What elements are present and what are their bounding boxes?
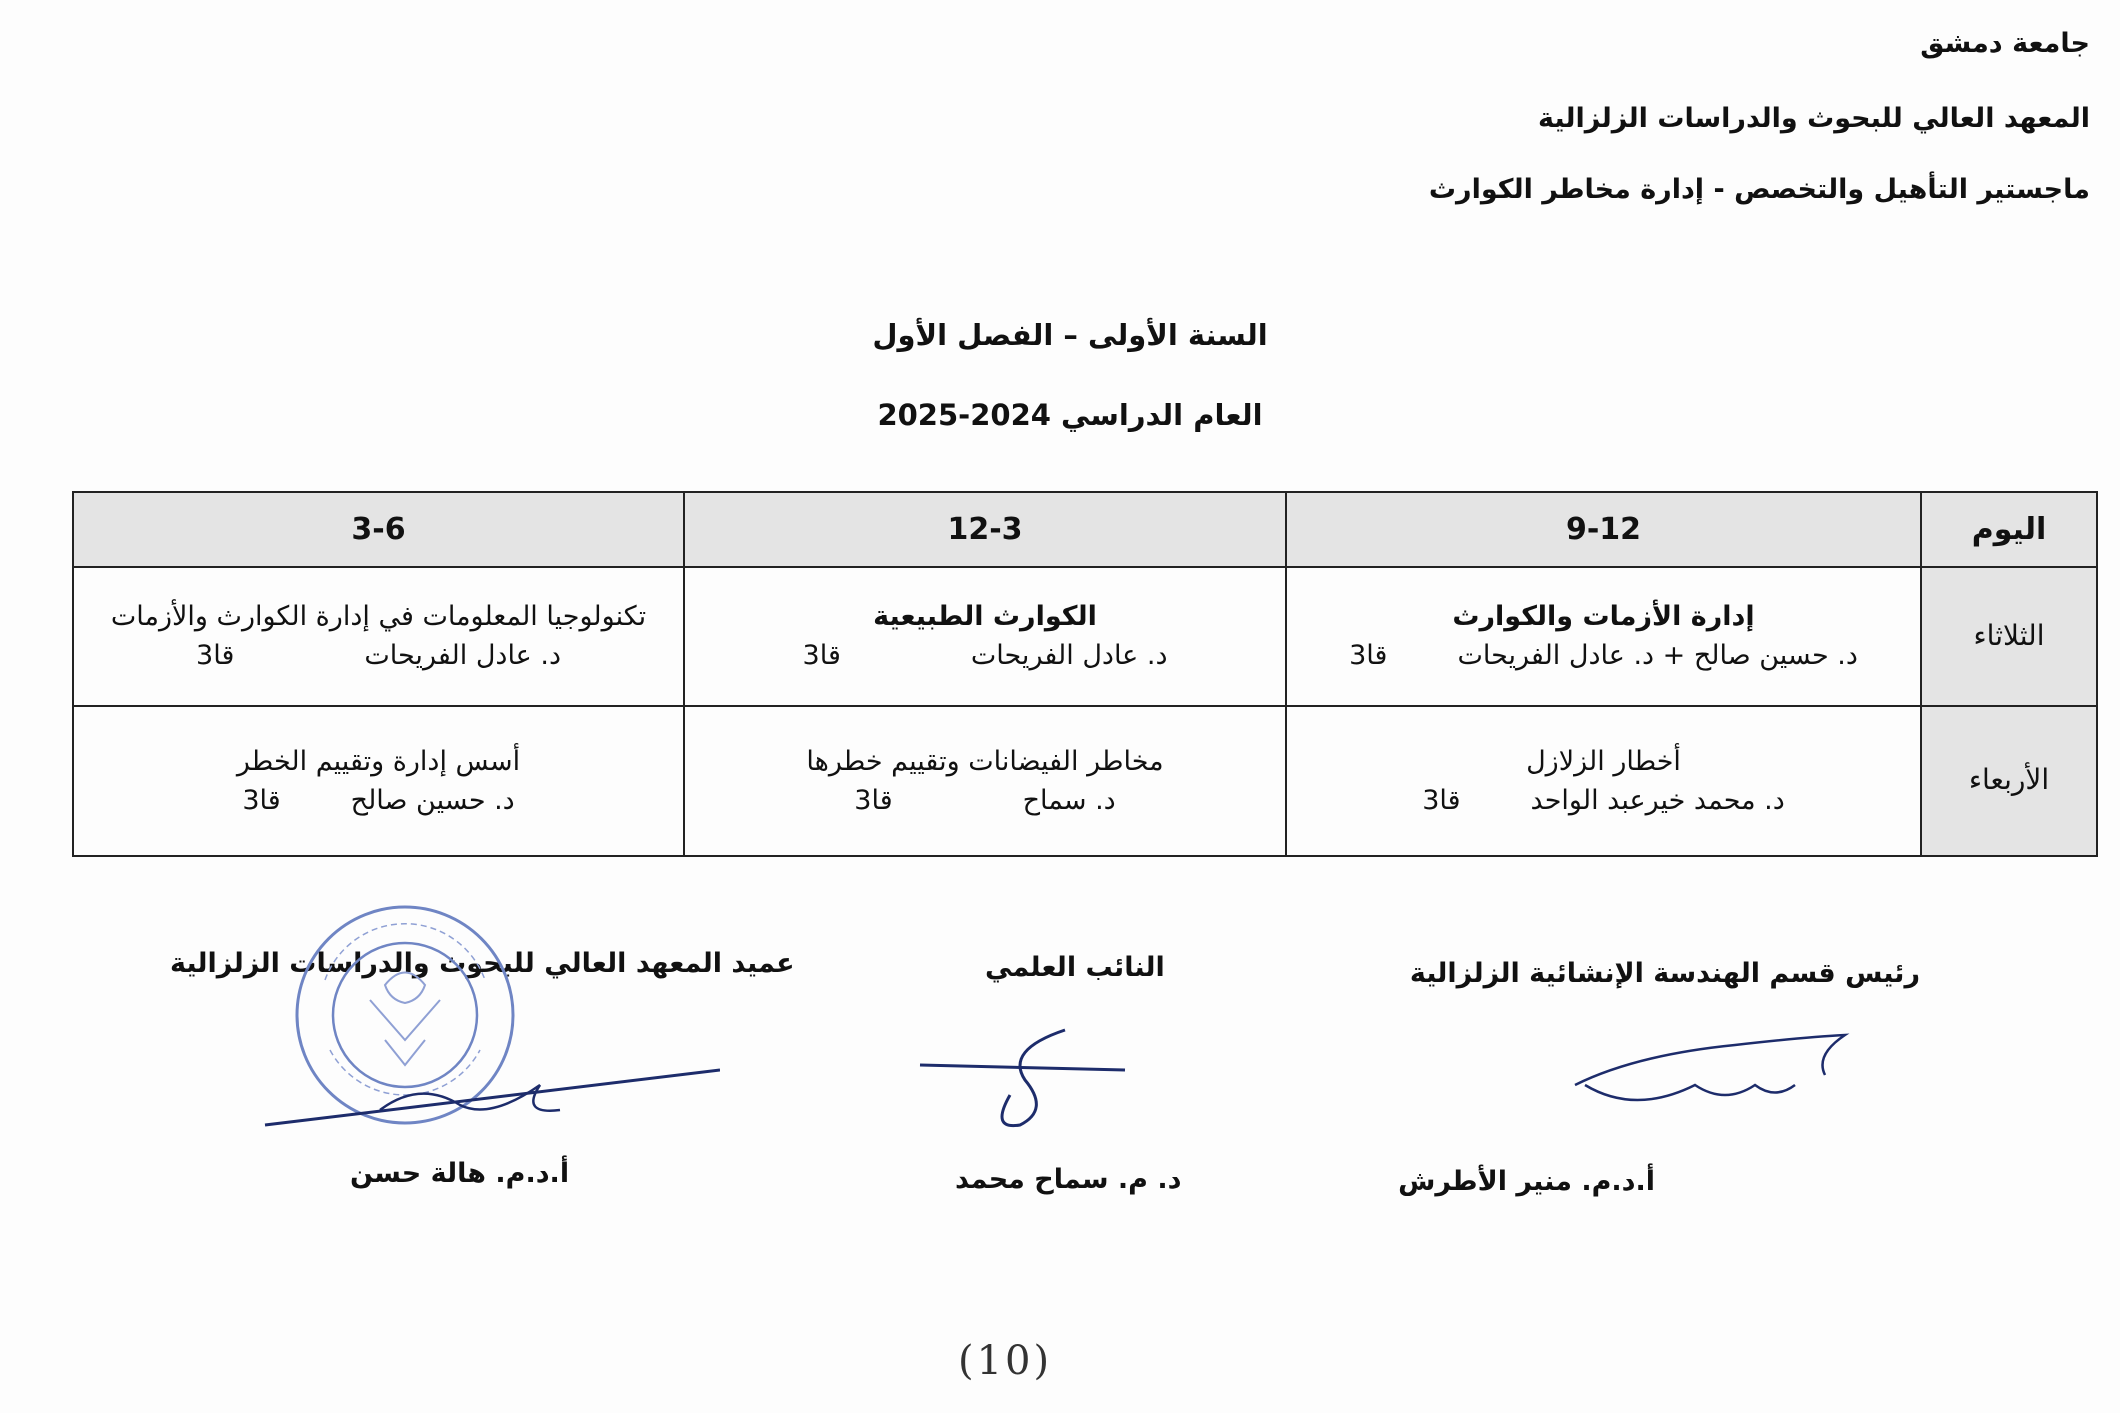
page-number: (10) (958, 1338, 1053, 1384)
university-name: جامعة دمشق (1920, 28, 2090, 59)
course-title: تكنولوجيا المعلومات في إدارة الكوارث والأزمات (110, 601, 647, 633)
room-label: قا3 (242, 784, 281, 816)
schedule-cell (684, 706, 1286, 857)
signature-scientific-deputy (915, 1020, 1135, 1130)
course-title: مخاطر الفيضانات وتقييم خطرها (806, 745, 1164, 777)
table-row-wednesday (73, 706, 2097, 857)
schedule-cell (73, 706, 684, 857)
room-label: قا3 (854, 784, 893, 816)
signatory-name-scientific-deputy: د. م. سماح محمد (955, 1164, 1182, 1195)
course-title: الكوارث الطبيعية (873, 601, 1097, 633)
header-slot-12-3: 12-3 (684, 492, 1286, 567)
signatory-title-scientific-deputy: النائب العلمي (985, 952, 1165, 983)
day-cell: الأربعاء (1921, 706, 2097, 857)
signatory-name-dean: أ.د.م. هالة حسن (350, 1158, 570, 1189)
instructor-name: د. محمد خيرعبد الواحد (1530, 784, 1785, 816)
header-day: اليوم (1921, 492, 2097, 567)
instructor-name: د. عادل الفريحات (364, 640, 561, 672)
schedule-cell (1286, 567, 1921, 705)
room-label: قا3 (1422, 784, 1461, 816)
room-label: قا3 (1349, 640, 1388, 672)
institute-name: المعهد العالي للبحوث والدراسات الزلزالية (1538, 103, 2090, 134)
instructor-name: د. سماح (1022, 784, 1116, 816)
signatory-title-dean: عميد المعهد العالي للبحوث والدراسات الزلزالية (170, 948, 795, 979)
signature-dean (260, 1050, 720, 1140)
schedule-table (72, 491, 2098, 857)
room-label: قا3 (802, 640, 841, 672)
instructor-name: د. عادل الفريحات (970, 640, 1168, 672)
instructor-name: د. حسين صالح + د. عادل الفريحات (1457, 640, 1858, 672)
day-cell: الثلاثاء (1921, 567, 2097, 705)
header-slot-9-12: 9-12 (1286, 492, 1921, 567)
room-label: قا3 (196, 640, 235, 672)
program-name: ماجستير التأهيل والتخصص - إدارة مخاطر الكوارث (1428, 174, 2090, 205)
signature-department-head (1565, 1025, 1855, 1135)
table-header-row (73, 492, 2097, 567)
course-title: أخطار الزلازل (1526, 745, 1681, 777)
schedule-cell (1286, 706, 1921, 857)
instructor-name: د. حسين صالح (350, 784, 515, 816)
academic-year-title: العام الدراسي 2024-2025 (877, 398, 1263, 432)
header-slot-3-6: 3-6 (73, 492, 684, 567)
signatory-title-department-head: رئيس قسم الهندسة الإنشائية الزلزالية (1409, 958, 1920, 989)
course-title: إدارة الأزمات والكوارث (1452, 601, 1755, 633)
table-row-tuesday (73, 567, 2097, 705)
schedule-cell (684, 567, 1286, 705)
semester-title: السنة الأولى – الفصل الأول (872, 318, 1268, 352)
signatory-name-department-head: أ.د.م. منير الأطرش (1398, 1166, 1655, 1197)
course-title: أسس إدارة وتقييم الخطر (236, 745, 521, 777)
schedule-cell (73, 567, 684, 705)
